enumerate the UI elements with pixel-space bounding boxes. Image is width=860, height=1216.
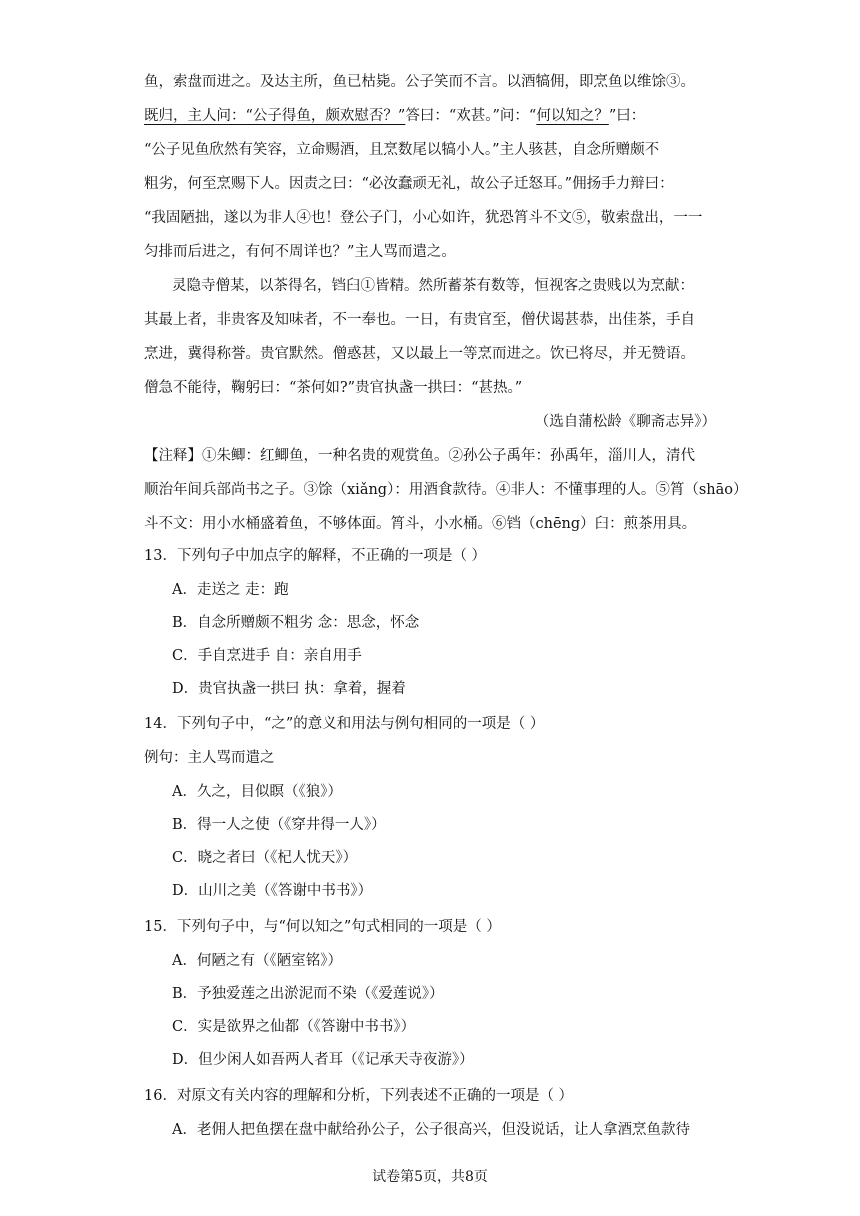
question-14-option-b: B．得一人之使（《穿井得一人》）	[172, 817, 386, 833]
passage-line-3: “公子见鱼欣然有笑容，立命赐酒，且烹数尾以犒小人。”主人骇甚，自念所赠颇不	[144, 142, 660, 158]
passage2-line-3: 烹进，冀得称誉。贵官默然。僧惑甚，又以最上一等烹而进之。饮已将尽，并无赞语。	[144, 346, 695, 362]
question-15-option-a: A．何陋之有（《陋室铭》）	[172, 953, 342, 969]
passage2-line-4: 僧急不能待，鞠躬曰：“茶何如?”贵官执盏一拱曰：“甚热。”	[144, 380, 523, 396]
passage-source: （选自蒲松龄《聊斋志异》）	[534, 414, 716, 430]
passage-text: 答曰：“欢甚。”问：“	[405, 108, 537, 124]
page-footer: 试卷第5页，共8页	[372, 1169, 488, 1185]
question-14-option-c: C．晓之者曰（《杞人忧天》）	[172, 850, 358, 866]
question-15-option-d: D．但少闲人如吾两人者耳（《记承天寺夜游》）	[172, 1052, 474, 1068]
question-13-option-c: C．手自烹进手 自：亲自用手	[172, 648, 362, 664]
question-13-option-a: A．走送之 走：跑	[172, 582, 289, 598]
question-15-option-c: C．实是欲界之仙都（《答谢中书书》）	[172, 1019, 416, 1035]
question-16-stem: 16．对原文有关内容的理解和分析，下列表述不正确的一项是（ ）	[144, 1088, 574, 1104]
question-14-option-a: A．久之，目似瞑（《狼》）	[172, 784, 342, 800]
question-14-option-d: D．山川之美（《答谢中书书》）	[172, 883, 373, 899]
passage2-line-2: 其最上者，非贵客及知味者，不一奉也。一日，有贵官至，僧伏谒甚恭，出佳茶，手自	[144, 312, 695, 328]
notes-line-1: 【注释】①朱鲫：红鲫鱼，一种名贵的观赏鱼。②孙公子禹年：孙禹年，淄川人，清代	[144, 448, 695, 464]
passage-line-2	[144, 106, 645, 126]
question-13-option-b: B．自念所赠颇不粗劣 念：思念，怀念	[172, 615, 420, 631]
underlined-sentence: 何以知之？	[536, 108, 609, 124]
question-14-example: 例句：主人骂而遣之	[144, 750, 275, 766]
passage-text: ”曰：	[608, 108, 646, 124]
passage-line-4: 粗劣，何至烹赐下人。因责之曰：“必汝蠢顽无礼，故公子迁怒耳。”佣扬手力辩曰：	[144, 176, 674, 192]
question-13-option-d: D．贵官执盏一拱曰 执：拿着，握着	[172, 681, 406, 697]
passage-line-6: 匀排而后进之，有何不周详也？”主人骂而遣之。	[144, 244, 456, 260]
question-14-stem: 14．下列句子中，“之”的意义和用法与例句相同的一项是（ ）	[144, 716, 545, 732]
question-15-stem: 15．下列句子中，与“何以知之”句式相同的一项是（ ）	[144, 919, 501, 935]
question-16-option-a: A．老佣人把鱼摆在盘中献给孙公子，公子很高兴，但没说话，让人拿酒烹鱼款待	[172, 1122, 690, 1138]
passage2-line-1: 灵隐寺僧某，以茶得名，铛臼①皆精。然所蓄茶有数等，恒视客之贵贱以为烹献：	[172, 278, 694, 294]
passage-line-5: “我固陋拙，遂以为非人④也！登公子门，小心如许，犹恐筲斗不文⑤，敬索盘出，一一	[144, 210, 703, 226]
question-15-option-b: B．予独爱莲之出淤泥而不染（《爱莲说》）	[172, 986, 444, 1002]
question-13-stem: 13．下列句子中加点字的解释，不正确的一项是（ ）	[144, 548, 487, 564]
underlined-sentence: 既归，主人问：“公子得鱼，颇欢慰否？”	[144, 108, 406, 124]
notes-line-2: 顺治年间兵部尚书之子。③馀（xiǎng）：用酒食款待。④非人：不懂事理的人。⑤筲（shāo）	[144, 482, 748, 498]
notes-line-3: 斗不文：用小水桶盛着鱼，不够体面。筲斗，小水桶。⑥铛（chēng）臼：煎茶用具。	[144, 516, 697, 532]
passage-line-1: 鱼，索盘而进之。及达主所，鱼已枯毙。公子笑而不言。以酒犒佣，即烹鱼以维馀③。	[144, 74, 695, 90]
